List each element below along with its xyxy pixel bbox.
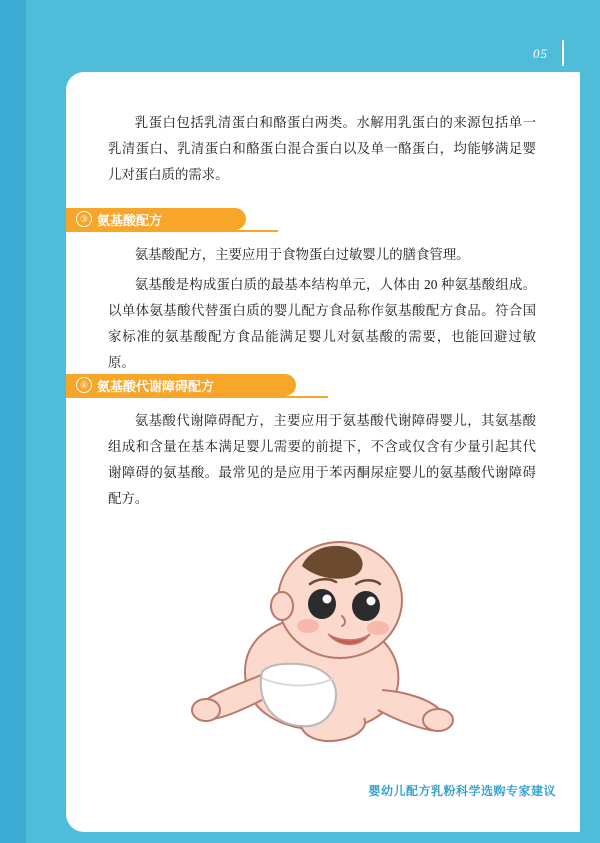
section-heading-3 xyxy=(66,208,246,230)
section-number-4: ④ xyxy=(76,377,92,393)
section-heading-4-label xyxy=(66,376,214,395)
section-3-paragraph-2: 氨基酸是构成蛋白质的最基本结构单元，人体由 20 种氨基酸组成。以单体氨基酸代替蛋白质的婴儿配方食品称作氨基酸配方食品。符合国家标准的氨基酸配方食品能满足婴儿对氨基酸的需要，也能回避过敏原。 xyxy=(108,277,536,370)
page-number: 05 xyxy=(533,46,548,61)
section-number-3: ③ xyxy=(76,211,92,227)
intro-paragraph: 乳蛋白包括乳清蛋白和酪蛋白两类。水解用乳蛋白的来源包括单一乳清蛋白、乳清蛋白和酪蛋白混合蛋白以及单一酪蛋白，均能够满足婴儿对蛋白质的需求。 xyxy=(108,115,536,182)
page-number-rule xyxy=(562,40,564,66)
section-4-underline xyxy=(66,396,328,398)
section-title-3: 氨基酸配方 xyxy=(97,212,163,228)
footer-title: 婴幼儿配方乳粉科学选购专家建议 xyxy=(368,784,556,798)
section-3-paragraph-1: 氨基酸配方，主要应用于食物蛋白过敏婴儿的膳食管理。 xyxy=(134,247,470,262)
baby-crawling-illustration xyxy=(150,522,470,752)
section-3-underline xyxy=(66,230,278,232)
section-title-4: 氨基酸代谢障碍配方 xyxy=(97,378,215,394)
content-card xyxy=(66,72,580,832)
section-4-paragraph-1: 氨基酸代谢障碍配方，主要应用于氨基酸代谢障碍婴儿，其氨基酸组成和含量在基本满足婴儿需要的前提下，不含或仅含有少量引起其代谢障碍的氨基酸。最常见的是应用于苯丙酮尿症婴儿的氨基酸代谢障碍配方。 xyxy=(108,413,536,506)
left-color-band xyxy=(0,0,26,843)
section-heading-3-label xyxy=(66,210,162,229)
section-heading-4 xyxy=(66,374,296,396)
